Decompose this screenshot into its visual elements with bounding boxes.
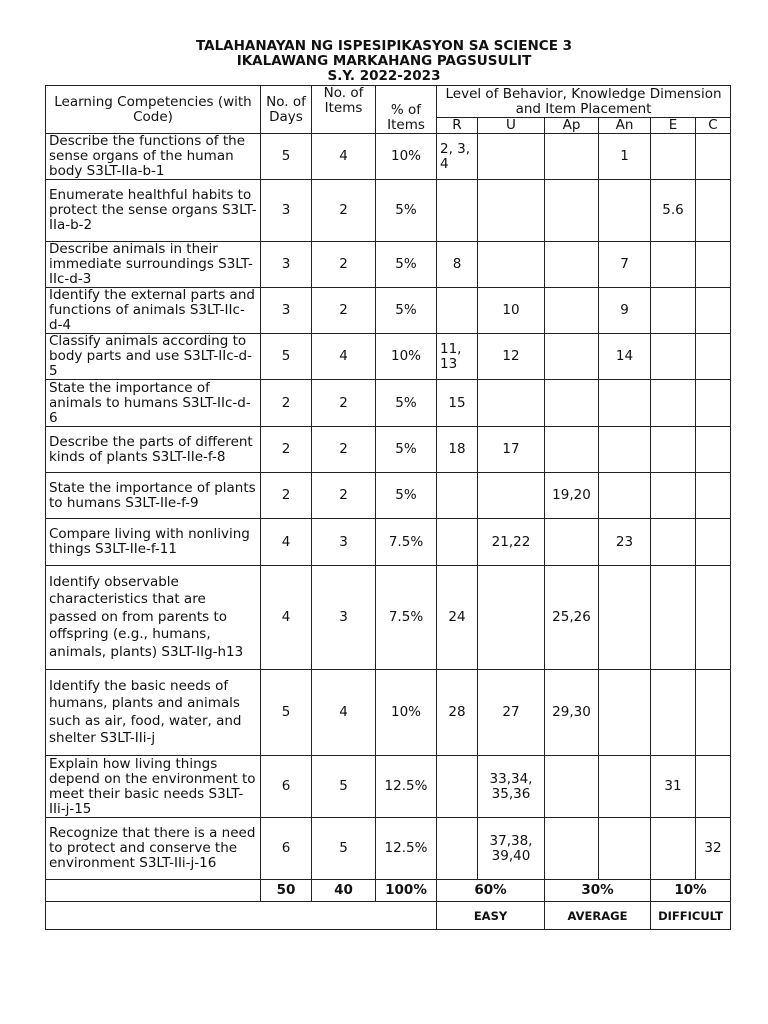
table-row bbox=[46, 519, 731, 566]
percent-cell: 7.5% bbox=[376, 519, 437, 566]
difficult-label: DIFFICULT bbox=[651, 902, 731, 930]
items-cell: 4 bbox=[312, 134, 376, 180]
document-title: TALAHANAYAN NG ISPESIPIKASYON SA SCIENCE 3 bbox=[195, 38, 573, 54]
competency-cell: Identify the external parts and functions of animals S3LT-IIc-d-4 bbox=[46, 288, 261, 334]
items-cell: 2 bbox=[312, 380, 376, 427]
difficulty-row bbox=[46, 902, 731, 930]
r-cell: 2, 3, 4 bbox=[437, 134, 478, 180]
e-cell bbox=[651, 334, 696, 380]
r-cell: 8 bbox=[437, 242, 478, 288]
table-row bbox=[46, 288, 731, 334]
c-cell bbox=[696, 288, 731, 334]
table-row bbox=[46, 756, 731, 818]
e-cell bbox=[651, 670, 696, 756]
competency-cell: Enumerate healthful habits to protect the sense organs S3LT-IIa-b-2 bbox=[46, 180, 261, 242]
items-cell: 3 bbox=[312, 519, 376, 566]
c-cell bbox=[696, 519, 731, 566]
an-cell: 23 bbox=[599, 519, 651, 566]
ap-cell bbox=[545, 288, 599, 334]
col-header-days: No. of Days bbox=[261, 86, 312, 134]
ap-cell: 29,30 bbox=[545, 670, 599, 756]
col-header-level: Level of Behavior, Knowledge Dimension and Item Placement bbox=[437, 86, 731, 118]
table-row bbox=[46, 180, 731, 242]
c-cell bbox=[696, 756, 731, 818]
ap-cell bbox=[545, 134, 599, 180]
r-cell: 28 bbox=[437, 670, 478, 756]
c-cell bbox=[696, 180, 731, 242]
ap-cell bbox=[545, 818, 599, 880]
u-cell bbox=[478, 180, 545, 242]
items-cell: 5 bbox=[312, 818, 376, 880]
c-cell bbox=[696, 427, 731, 473]
col-header-c: C bbox=[696, 118, 731, 134]
an-cell: 1 bbox=[599, 134, 651, 180]
table-row bbox=[46, 566, 731, 670]
items-cell: 4 bbox=[312, 334, 376, 380]
col-header-r: R bbox=[437, 118, 478, 134]
percent-cell: 10% bbox=[376, 334, 437, 380]
e-cell bbox=[651, 818, 696, 880]
competency-cell: Classify animals according to body parts and use S3LT-IIc-d-5 bbox=[46, 334, 261, 380]
an-cell bbox=[599, 818, 651, 880]
an-cell bbox=[599, 380, 651, 427]
items-cell: 3 bbox=[312, 566, 376, 670]
e-cell bbox=[651, 288, 696, 334]
days-cell: 5 bbox=[261, 334, 312, 380]
e-cell bbox=[651, 427, 696, 473]
items-cell: 2 bbox=[312, 288, 376, 334]
percent-cell: 10% bbox=[376, 670, 437, 756]
c-cell bbox=[696, 380, 731, 427]
easy-label: EASY bbox=[437, 902, 545, 930]
days-cell: 3 bbox=[261, 288, 312, 334]
days-cell: 2 bbox=[261, 380, 312, 427]
percent-cell: 5% bbox=[376, 180, 437, 242]
r-cell bbox=[437, 288, 478, 334]
ap-cell bbox=[545, 180, 599, 242]
school-year: S.Y. 2022-2023 bbox=[327, 68, 441, 84]
e-cell: 5.6 bbox=[651, 180, 696, 242]
table-row bbox=[46, 380, 731, 427]
easy-percent: 60% bbox=[437, 880, 545, 902]
days-cell: 4 bbox=[261, 566, 312, 670]
items-cell: 2 bbox=[312, 180, 376, 242]
ap-cell: 19,20 bbox=[545, 473, 599, 519]
competency-cell: Compare living with nonliving things S3LT-IIe-f-11 bbox=[46, 519, 261, 566]
ap-cell bbox=[545, 242, 599, 288]
percent-cell: 5% bbox=[376, 427, 437, 473]
c-cell bbox=[696, 566, 731, 670]
c-cell bbox=[696, 334, 731, 380]
an-cell: 9 bbox=[599, 288, 651, 334]
col-header-an: An bbox=[599, 118, 651, 134]
days-cell: 4 bbox=[261, 519, 312, 566]
r-cell: 18 bbox=[437, 427, 478, 473]
an-cell bbox=[599, 427, 651, 473]
r-cell bbox=[437, 756, 478, 818]
totals-row bbox=[46, 880, 731, 902]
table-row bbox=[46, 242, 731, 288]
difficult-percent: 10% bbox=[651, 880, 731, 902]
an-cell: 14 bbox=[599, 334, 651, 380]
e-cell: 31 bbox=[651, 756, 696, 818]
totals-label-cell bbox=[46, 880, 261, 902]
competency-cell: Describe animals in their immediate surroundings S3LT-IIc-d-3 bbox=[46, 242, 261, 288]
competency-cell: Explain how living things depend on the environment to meet their basic needs S3LT-IIi-j-15 bbox=[46, 756, 261, 818]
r-cell bbox=[437, 180, 478, 242]
an-cell bbox=[599, 566, 651, 670]
average-label: AVERAGE bbox=[545, 902, 651, 930]
ap-cell: 25,26 bbox=[545, 566, 599, 670]
ap-cell bbox=[545, 519, 599, 566]
e-cell bbox=[651, 566, 696, 670]
r-cell bbox=[437, 473, 478, 519]
col-header-items: No. of Items bbox=[312, 86, 376, 134]
u-cell bbox=[478, 473, 545, 519]
days-cell: 5 bbox=[261, 670, 312, 756]
document-subtitle: IKALAWANG MARKAHANG PAGSUSULIT bbox=[236, 53, 532, 69]
col-header-e: E bbox=[651, 118, 696, 134]
an-cell: 7 bbox=[599, 242, 651, 288]
percent-cell: 5% bbox=[376, 242, 437, 288]
an-cell bbox=[599, 670, 651, 756]
c-cell bbox=[696, 242, 731, 288]
e-cell bbox=[651, 473, 696, 519]
u-cell: 17 bbox=[478, 427, 545, 473]
u-cell: 33,34, 35,36 bbox=[478, 756, 545, 818]
u-cell bbox=[478, 242, 545, 288]
competency-cell: Describe the parts of different kinds of plants S3LT-IIe-f-8 bbox=[46, 427, 261, 473]
u-cell bbox=[478, 134, 545, 180]
c-cell bbox=[696, 473, 731, 519]
days-cell: 6 bbox=[261, 818, 312, 880]
days-cell: 2 bbox=[261, 473, 312, 519]
competency-cell: State the importance of animals to humans S3LT-IIc-d-6 bbox=[46, 380, 261, 427]
c-cell bbox=[696, 134, 731, 180]
u-cell: 21,22 bbox=[478, 519, 545, 566]
percent-cell: 5% bbox=[376, 380, 437, 427]
r-cell bbox=[437, 818, 478, 880]
u-cell bbox=[478, 566, 545, 670]
c-cell: 32 bbox=[696, 818, 731, 880]
u-cell: 37,38, 39,40 bbox=[478, 818, 545, 880]
table-row bbox=[46, 818, 731, 880]
percent-cell: 7.5% bbox=[376, 566, 437, 670]
items-cell: 5 bbox=[312, 756, 376, 818]
days-cell: 3 bbox=[261, 180, 312, 242]
items-cell: 2 bbox=[312, 242, 376, 288]
r-cell: 24 bbox=[437, 566, 478, 670]
col-header-competency: Learning Competencies (with Code) bbox=[46, 86, 261, 134]
u-cell: 27 bbox=[478, 670, 545, 756]
u-cell: 12 bbox=[478, 334, 545, 380]
ap-cell bbox=[545, 756, 599, 818]
difficulty-blank-cell bbox=[46, 902, 437, 930]
percent-cell: 5% bbox=[376, 473, 437, 519]
an-cell bbox=[599, 756, 651, 818]
r-cell: 11, 13 bbox=[437, 334, 478, 380]
e-cell bbox=[651, 380, 696, 427]
competency-cell: Recognize that there is a need to protect and conserve the environment S3LT-IIi-j-16 bbox=[46, 818, 261, 880]
e-cell bbox=[651, 519, 696, 566]
competency-cell: Identify observable characteristics that are passed on from parents to offspring (e.g., humans, animals, plants) S3LT-IIg-h13 bbox=[46, 566, 261, 670]
average-percent: 30% bbox=[545, 880, 651, 902]
percent-cell: 12.5% bbox=[376, 818, 437, 880]
days-cell: 3 bbox=[261, 242, 312, 288]
an-cell bbox=[599, 473, 651, 519]
col-header-ap: Ap bbox=[545, 118, 599, 134]
e-cell bbox=[651, 134, 696, 180]
r-cell bbox=[437, 519, 478, 566]
an-cell bbox=[599, 180, 651, 242]
percent-cell: 12.5% bbox=[376, 756, 437, 818]
total-percent: 100% bbox=[376, 880, 437, 902]
percent-cell: 10% bbox=[376, 134, 437, 180]
table-row bbox=[46, 670, 731, 756]
items-cell: 2 bbox=[312, 473, 376, 519]
col-header-percent: % of Items bbox=[376, 86, 437, 134]
c-cell bbox=[696, 670, 731, 756]
total-days: 50 bbox=[261, 880, 312, 902]
days-cell: 6 bbox=[261, 756, 312, 818]
table-row bbox=[46, 473, 731, 519]
percent-cell: 5% bbox=[376, 288, 437, 334]
table-row bbox=[46, 427, 731, 473]
competency-cell: Identify the basic needs of humans, plants and animals such as air, food, water, and shelter S3LT-IIi-j bbox=[46, 670, 261, 756]
ap-cell bbox=[545, 334, 599, 380]
competency-cell: Describe the functions of the sense organs of the human body S3LT-IIa-b-1 bbox=[46, 134, 261, 180]
col-header-u: U bbox=[478, 118, 545, 134]
table-row bbox=[46, 134, 731, 180]
table-row bbox=[46, 334, 731, 380]
items-cell: 2 bbox=[312, 427, 376, 473]
u-cell: 10 bbox=[478, 288, 545, 334]
competency-cell: State the importance of plants to humans S3LT-IIe-f-9 bbox=[46, 473, 261, 519]
e-cell bbox=[651, 242, 696, 288]
r-cell: 15 bbox=[437, 380, 478, 427]
u-cell bbox=[478, 380, 545, 427]
days-cell: 2 bbox=[261, 427, 312, 473]
specification-table bbox=[45, 85, 731, 930]
days-cell: 5 bbox=[261, 134, 312, 180]
ap-cell bbox=[545, 380, 599, 427]
ap-cell bbox=[545, 427, 599, 473]
total-items: 40 bbox=[312, 880, 376, 902]
items-cell: 4 bbox=[312, 670, 376, 756]
